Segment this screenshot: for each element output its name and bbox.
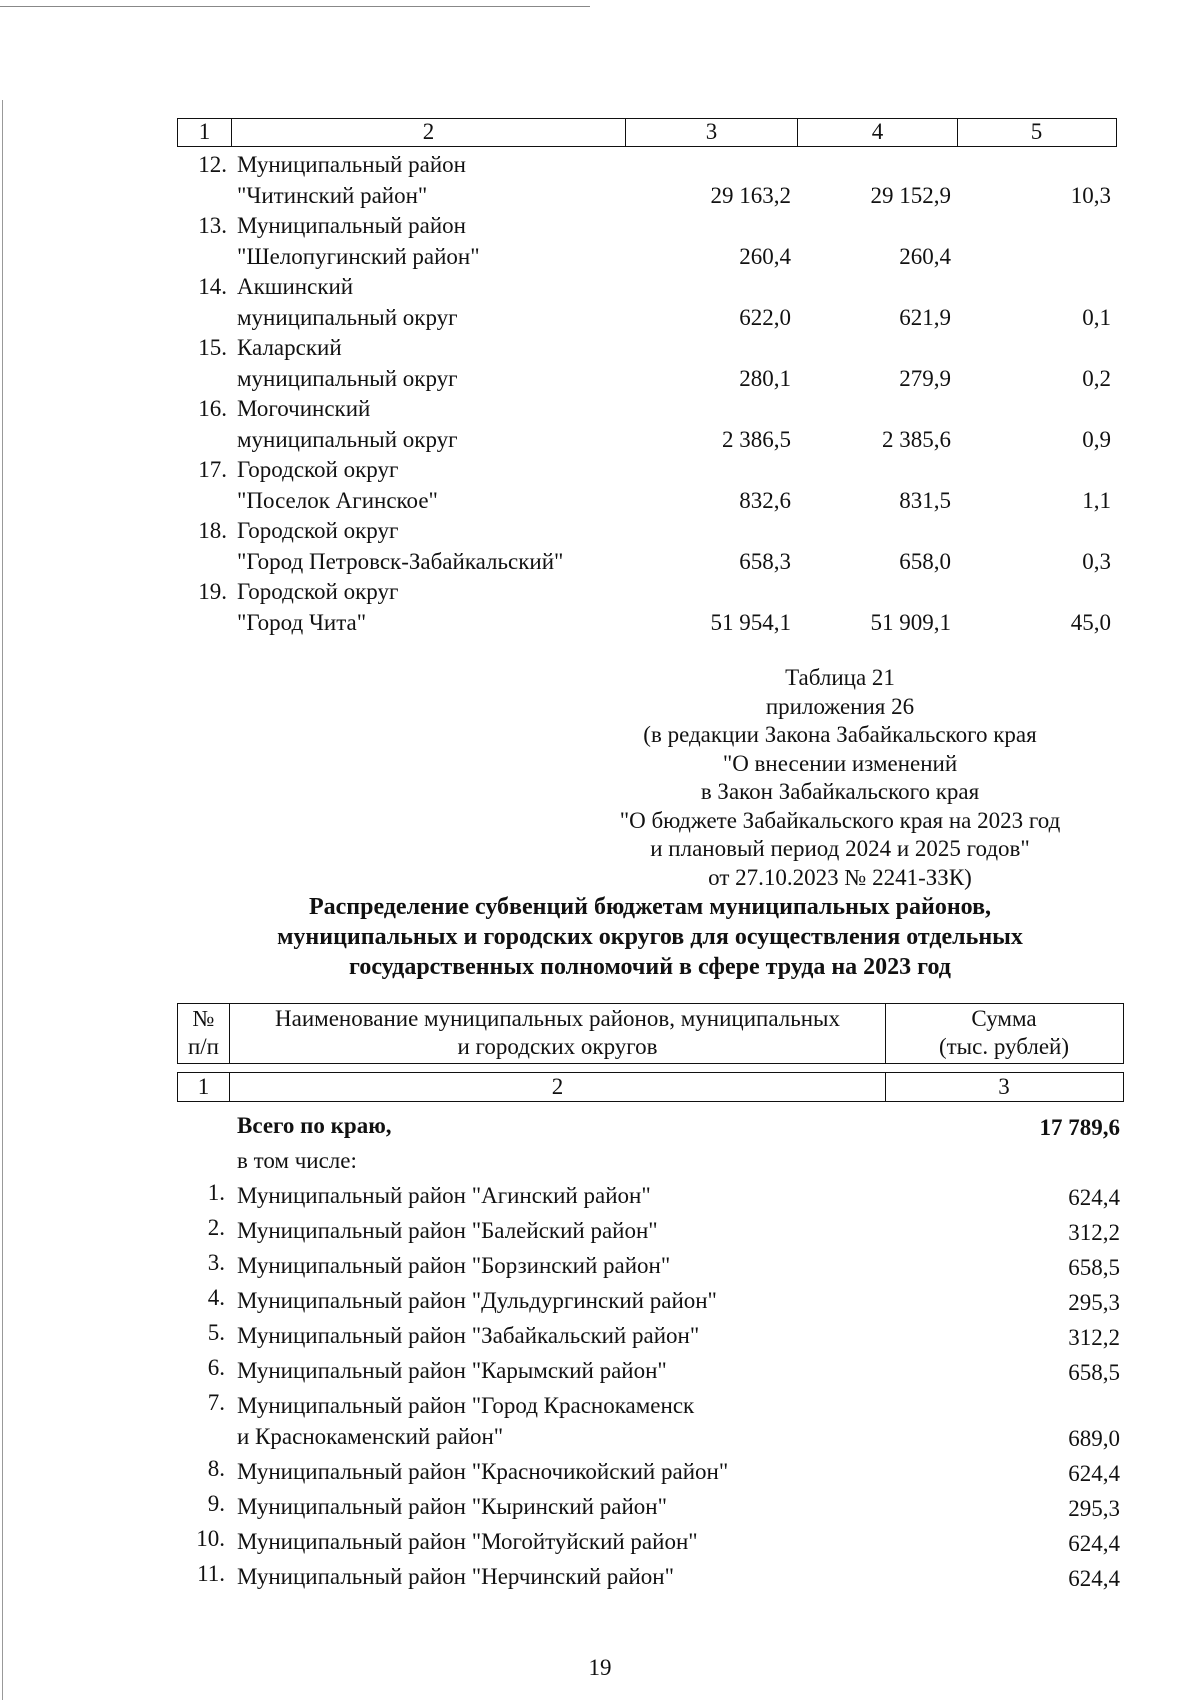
row-name: Муниципальный район "Дульдургинский район" [237, 1288, 717, 1313]
row-name: Муниципальный район "Красночикойский район" [237, 1459, 729, 1484]
row-value-col3: 622,0 [739, 305, 791, 330]
row-value-col4: 658,0 [899, 549, 951, 574]
row-number: 18. [198, 518, 227, 543]
table-row [177, 1390, 1124, 1456]
row-value-col5: 0,2 [1082, 366, 1111, 391]
row-number: 5. [207, 1320, 225, 1345]
row-number: 13. [198, 213, 227, 238]
row-name-line1: Городской округ [237, 579, 399, 604]
row-name-line1: Каларский [237, 335, 342, 360]
title-line: Распределение субвенций бюджетам муниципальных районов, [308, 894, 992, 920]
row-value-col5: 0,1 [1082, 305, 1111, 330]
header-amount-line1: Сумма [971, 1006, 1037, 1031]
row-value: 658,5 [1068, 1255, 1120, 1280]
index-col-1: 1 [178, 1073, 230, 1101]
table1-body [177, 152, 1117, 640]
including-label: в том числе: [237, 1148, 357, 1173]
row-number: 9. [207, 1491, 225, 1516]
row-name-line1: Могочинский [237, 396, 371, 421]
caption-line: (в редакции Закона Забайкальского края [643, 722, 1037, 747]
caption-line: приложения 26 [765, 693, 915, 719]
row-value: 624,4 [1068, 1531, 1120, 1556]
row-number: 16. [198, 396, 227, 421]
header-name-line2: и городских округов [457, 1034, 658, 1059]
scan-artifact-line [0, 6, 590, 7]
row-name-line1: Акшинский [237, 274, 354, 299]
table-row [177, 579, 1117, 640]
table-row [177, 457, 1117, 518]
row-value-col3: 51 954,1 [710, 610, 791, 635]
table-row [177, 518, 1117, 579]
total-value: 17 789,6 [1039, 1115, 1120, 1140]
table-row [177, 213, 1117, 274]
table-row [177, 396, 1117, 457]
row-name-line2: "Город Чита" [237, 610, 367, 635]
index-col-3: 3 [998, 1074, 1010, 1099]
row-value: 295,3 [1068, 1290, 1120, 1315]
row-name: Муниципальный район "Балейский район" [237, 1218, 658, 1243]
row-name-line2: муниципальный округ [237, 427, 458, 452]
caption-line: Таблица 21 [785, 665, 895, 690]
row-value-col4: 2 385,6 [882, 427, 951, 452]
row-number: 19. [198, 579, 227, 604]
row-name-line2: и Краснокаменский район" [237, 1424, 504, 1449]
header-number [178, 1004, 230, 1063]
row-number: 14. [198, 274, 227, 299]
row-value: 689,0 [1068, 1426, 1120, 1451]
index-col-2: 2 [230, 1073, 886, 1101]
row-value: 624,4 [1068, 1461, 1120, 1486]
row-number: 3. [207, 1250, 225, 1275]
total-row [177, 1110, 1124, 1145]
row-name-line2: "Читинский район" [237, 183, 428, 208]
row-name: Муниципальный район "Карымский район" [237, 1358, 667, 1383]
row-name: Муниципальный район "Нерчинский район" [237, 1564, 674, 1589]
table1-column-index [177, 118, 1117, 147]
row-value-col5: 1,1 [1082, 488, 1111, 513]
header-name [230, 1004, 886, 1063]
total-label: Всего по краю, [237, 1113, 392, 1138]
row-number: 15. [198, 335, 227, 360]
row-value-col3: 260,4 [739, 244, 791, 269]
row-name-line2: муниципальный округ [237, 366, 458, 391]
row-value-col3: 832,6 [739, 488, 791, 513]
table-row [177, 1250, 1124, 1285]
row-value-col4: 260,4 [899, 244, 951, 269]
including-row [177, 1145, 1124, 1180]
row-number: 17. [198, 457, 227, 482]
row-name-line2: "Шелопугинский район" [237, 244, 480, 269]
table-row [177, 335, 1117, 396]
row-value-col3: 29 163,2 [710, 183, 791, 208]
row-value: 312,2 [1068, 1220, 1120, 1245]
header-name-line1: Наименование муниципальных районов, муниципальных [275, 1006, 840, 1031]
table-row [177, 1180, 1124, 1215]
header-amount-line2: (тыс. рублей) [938, 1034, 1070, 1059]
table1-col-1: 1 [178, 119, 232, 146]
row-value-col4: 831,5 [899, 488, 951, 513]
table-row [177, 1320, 1124, 1355]
scan-artifact-margin [2, 100, 3, 1700]
row-name-line2: "Город Петровск-Забайкальский" [237, 549, 564, 574]
document-title [200, 892, 1100, 982]
row-name-line1: Городской округ [237, 457, 399, 482]
row-number: 10. [196, 1526, 225, 1551]
row-value-col4: 279,9 [899, 366, 951, 391]
row-value: 295,3 [1068, 1496, 1120, 1521]
row-name-line1: Городской округ [237, 518, 399, 543]
row-number: 6. [207, 1355, 225, 1380]
row-name: Муниципальный район "Могойтуйский район" [237, 1529, 698, 1554]
table-row [177, 152, 1117, 213]
caption-line: и плановый период 2024 и 2025 годов" [650, 836, 1030, 861]
header-number-line2: п/п [187, 1034, 219, 1059]
row-name [237, 1390, 937, 1452]
table-caption [560, 664, 1120, 892]
caption-line: в Закон Забайкальского края [700, 779, 980, 804]
table-row [177, 1526, 1124, 1561]
row-value-col3: 2 386,5 [722, 427, 791, 452]
row-number: 12. [198, 152, 227, 177]
header-number-line1: № [192, 1006, 215, 1031]
table-row [177, 1285, 1124, 1320]
row-name: Муниципальный район "Забайкальский район" [237, 1323, 700, 1348]
row-value: 624,4 [1068, 1566, 1120, 1591]
title-line: государственных полномочий в сфере труда на 2023 год [349, 954, 951, 980]
row-value-col3: 658,3 [739, 549, 791, 574]
row-name: Муниципальный район "Борзинский район" [237, 1253, 671, 1278]
row-name: Муниципальный район "Агинский район" [237, 1183, 651, 1208]
row-name-line1: Муниципальный район [237, 213, 466, 238]
row-name-line2: "Поселок Агинское" [237, 488, 438, 513]
caption-line: "О внесении изменений [722, 750, 958, 776]
row-number: 4. [207, 1285, 225, 1310]
row-value-col4: 29 152,9 [870, 183, 951, 208]
row-name-line1: Муниципальный район [237, 152, 466, 177]
row-number: 7. [207, 1390, 225, 1415]
row-value-col5: 0,3 [1082, 549, 1111, 574]
caption-line: "О бюджете Забайкальского края на 2023 год [619, 807, 1061, 833]
table-row [177, 1561, 1124, 1596]
table1-col-2: 2 [232, 119, 626, 146]
table2-body [177, 1110, 1124, 1596]
row-number: 8. [207, 1456, 225, 1481]
row-name-line1: Муниципальный район "Город Краснокаменск [237, 1393, 695, 1418]
row-number: 2. [207, 1215, 225, 1240]
row-value-col3: 280,1 [739, 366, 791, 391]
table-row [177, 1355, 1124, 1390]
row-name-line2: муниципальный округ [237, 305, 458, 330]
table1-col-5: 5 [1030, 119, 1043, 144]
row-value-col5: 0,9 [1082, 427, 1111, 452]
table2-column-index [177, 1072, 1124, 1102]
page-number: 19 [588, 1655, 612, 1680]
table1-col-3: 3 [626, 119, 798, 146]
table1-col-4: 4 [798, 119, 958, 146]
row-number: 11. [197, 1561, 225, 1586]
title-line: муниципальных и городских округов для осуществления отдельных [277, 924, 1023, 950]
row-value-col4: 621,9 [899, 305, 951, 330]
row-value: 624,4 [1068, 1185, 1120, 1210]
row-value-col4: 51 909,1 [870, 610, 951, 635]
table-row [177, 1491, 1124, 1526]
table-row [177, 274, 1117, 335]
row-name: Муниципальный район "Кыринский район" [237, 1494, 667, 1519]
row-number: 1. [207, 1180, 225, 1205]
caption-line: от 27.10.2023 № 2241-ЗЗК) [708, 864, 972, 890]
row-value-col5: 10,3 [1070, 183, 1111, 208]
table2-header [177, 1003, 1124, 1064]
header-amount [886, 1004, 1122, 1063]
row-value-col5: 45,0 [1070, 610, 1111, 635]
row-value: 312,2 [1068, 1325, 1120, 1350]
table-row [177, 1456, 1124, 1491]
row-value: 658,5 [1068, 1360, 1120, 1385]
table-row [177, 1215, 1124, 1250]
